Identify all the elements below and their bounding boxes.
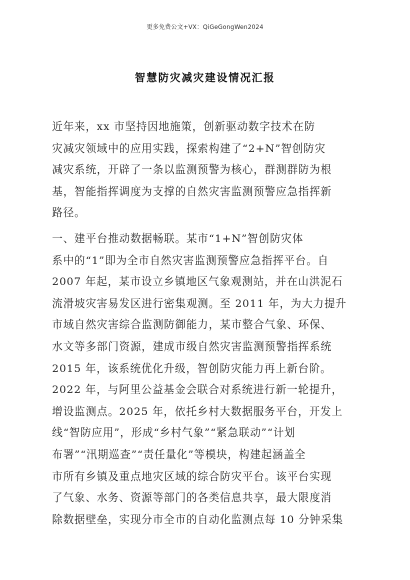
text-line: 减灾系统，开辟了一条以监测预警为核心，群测群防为根: [52, 164, 332, 177]
text-line: 2015 年，该系统优化升级，智创防灾能力再上新台阶。: [52, 362, 332, 375]
text-line: 2022 年，与阿里公益基金会联合对系统进行新一轮提升，: [52, 384, 343, 397]
text-line: 灾减灾领域中的应用实践，探索构建了“2+N”智创防灾: [52, 142, 326, 155]
text-line: 流滑坡灾害易发区进行密集观测。至 2011 年，为大力提升: [52, 297, 347, 310]
text-line: 了气象、水务、资源等部门的各类信息共享，最大限度消: [52, 492, 332, 505]
text-line: 增设监测点。2025 年，依托乡村大数据服务平台，开发上: [52, 405, 343, 418]
text-line: 基，智能指挥调度为支撑的自然灾害监测预警应急指挥新: [52, 185, 332, 198]
text-line: 系中的“1”即为全市自然灾害监测预警应急指挥平台。自: [52, 254, 329, 267]
text-line: 一、建平台推动数据畅联。某市“1+N”智创防灾体: [52, 232, 304, 245]
text-line: 线“智防应用”，形成“乡村气象”“紧急联动”“计划: [52, 427, 296, 440]
text-line: 市域自然灾害综合监测防御能力，某市整合气象、环保、: [52, 319, 332, 332]
page-header-watermark: 更多免费公文+VX：QiGeGongWen2024: [146, 24, 264, 31]
text-line: 近年来，xx 市坚持因地施策，创新驱动数字技术在防: [52, 121, 316, 133]
text-line: 路径。: [52, 207, 86, 220]
document-body: [52, 117, 360, 531]
text-line: 2007 年起，某市设立乡镇地区气象观测站，并在山洪泥石: [52, 276, 343, 289]
paragraph-section-1: [52, 229, 360, 531]
text-line: 布署”“汛期巡查”“责任量化”等模块，构建起涵盖全: [52, 448, 306, 461]
document-title: 智慧防灾减灾建设情况汇报: [134, 72, 276, 84]
text-line: 市所有乡镇及重点地灾区域的综合防灾平台。该平台实现: [52, 470, 332, 483]
text-line: 除数据壁垒，实现分市全市的自动化监测点每 10 分钟采集: [52, 513, 344, 526]
text-line: 水文等多部门资源，建成市级自然灾害监测预警指挥系统: [52, 340, 332, 353]
paragraph-intro: [52, 117, 360, 225]
